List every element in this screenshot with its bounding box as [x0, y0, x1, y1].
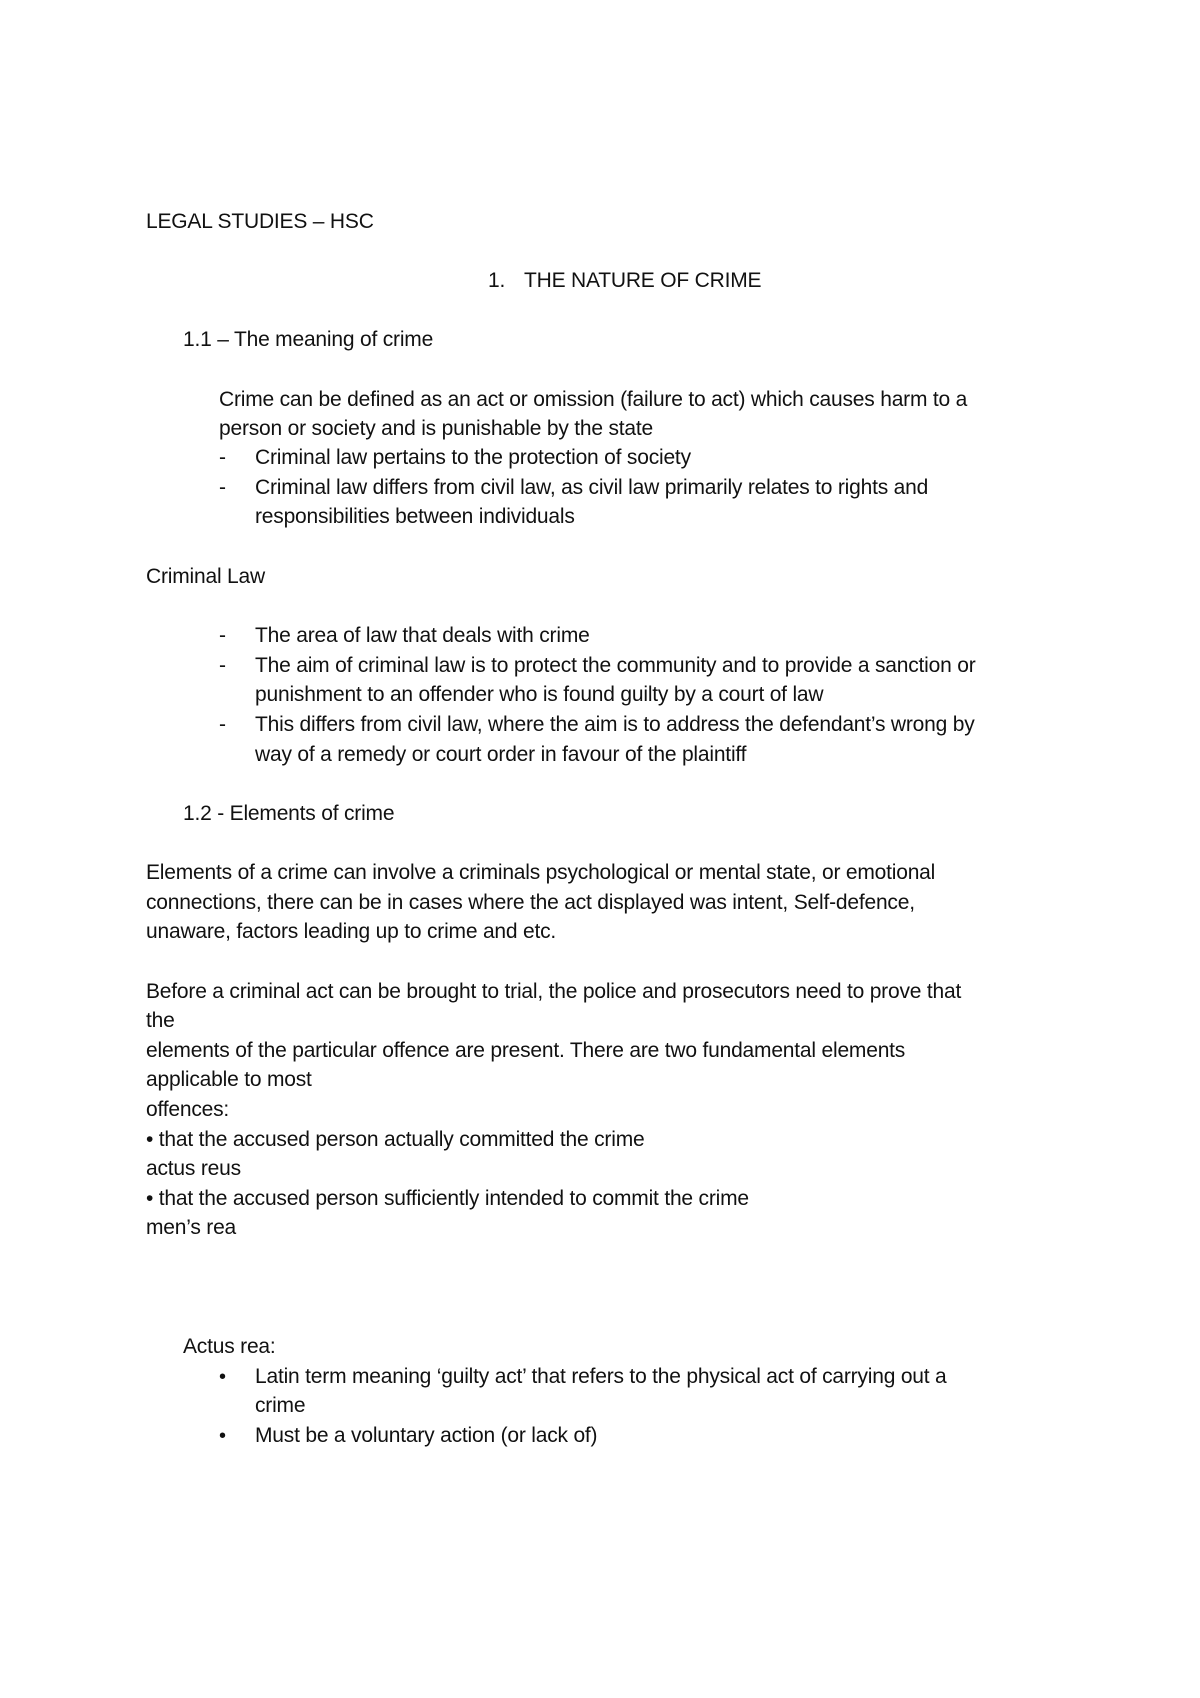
paragraph-line: elements of the particular offence are present. There are two fundamental elements	[146, 1039, 906, 1062]
paragraph-line: Elements of a crime can involve a criminals psychological or mental state, or emotional	[146, 861, 936, 884]
dash-marker: -	[219, 713, 226, 736]
paragraph-line: connections, there can be in cases where the act displayed was intent, Self-defence,	[146, 891, 915, 914]
list-item: Must be a voluntary action (or lack of)	[255, 1424, 598, 1447]
actus-rea-heading: Actus rea:	[183, 1335, 276, 1358]
dash-marker: -	[219, 624, 226, 647]
list-item: The aim of criminal law is to protect the community and to provide a sanction or	[255, 654, 976, 677]
dash-marker: -	[219, 446, 226, 469]
bullet-marker: •	[219, 1425, 227, 1447]
chapter-number: 1.	[488, 269, 506, 292]
chapter-title: THE NATURE OF CRIME	[524, 269, 762, 292]
list-item: The area of law that deals with crime	[255, 624, 590, 647]
paragraph-line: the	[146, 1009, 175, 1032]
paragraph-line: offences:	[146, 1098, 230, 1121]
definition-line: Crime can be defined as an act or omission (failure to act) which causes harm to a	[219, 388, 968, 411]
document-header: LEGAL STUDIES – HSC	[146, 210, 374, 233]
dash-marker: -	[219, 654, 226, 677]
paragraph-line: unaware, factors leading up to crime and etc.	[146, 920, 557, 943]
paragraph-line: applicable to most	[146, 1068, 312, 1091]
paragraph-line: actus reus	[146, 1157, 241, 1180]
dash-marker: -	[219, 476, 226, 499]
paragraph-line: • that the accused person sufficiently intended to commit the crime	[146, 1187, 749, 1210]
paragraph-line: men’s rea	[146, 1216, 237, 1239]
list-item-continuation: crime	[255, 1394, 306, 1417]
list-item-continuation: punishment to an offender who is found guilty by a court of law	[255, 683, 824, 706]
list-item-continuation: responsibilities between individuals	[255, 505, 575, 528]
paragraph-line: • that the accused person actually committed the crime	[146, 1128, 645, 1151]
list-item: Latin term meaning ‘guilty act’ that refers to the physical act of carrying out a	[255, 1365, 947, 1388]
section-heading-1-2: 1.2 - Elements of crime	[183, 802, 395, 825]
paragraph-line: Before a criminal act can be brought to trial, the police and prosecutors need to prove that	[146, 980, 962, 1003]
bullet-marker: •	[219, 1366, 227, 1388]
list-item: This differs from civil law, where the aim is to address the defendant’s wrong by	[255, 713, 975, 736]
definition-line: person or society and is punishable by the state	[219, 417, 654, 440]
criminal-law-heading: Criminal Law	[146, 565, 265, 588]
list-item-continuation: way of a remedy or court order in favour of the plaintiff	[255, 743, 747, 766]
section-heading-1-1: 1.1 – The meaning of crime	[183, 328, 434, 351]
list-item: Criminal law pertains to the protection of society	[255, 446, 691, 469]
list-item: Criminal law differs from civil law, as civil law primarily relates to rights and	[255, 476, 929, 499]
